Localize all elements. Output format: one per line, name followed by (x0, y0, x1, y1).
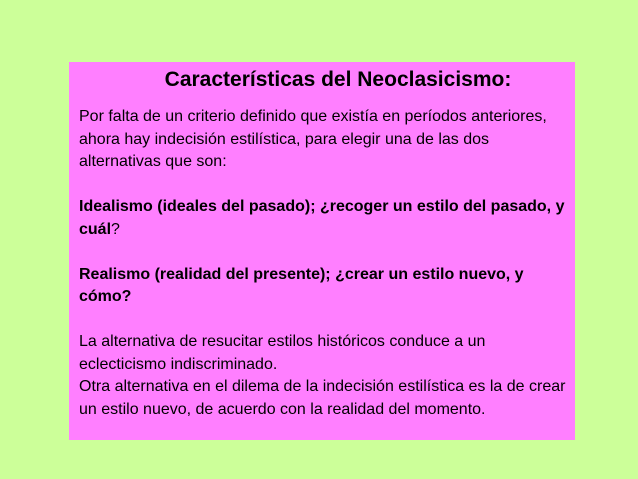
slide-title: Características del Neoclasicismo: (164, 68, 512, 91)
idealismo-paragraph (79, 196, 567, 241)
idealismo-text: Idealismo (ideales del pasado); ¿recoger un estilo del pasado, y cuál (79, 198, 565, 238)
spacer (79, 309, 567, 332)
realismo-paragraph: Realismo (realidad del presente); ¿crear un estilo nuevo, y cómo? (79, 265, 524, 305)
idealismo-question-mark: ? (111, 220, 120, 238)
spacer (79, 174, 567, 197)
spacer (79, 241, 567, 264)
conclusion-paragraph-2: Otra alternativa en el dilema de la indecisión estilística es la de crear un estilo nuevo, de acuerdo con la realidad del momento. (79, 378, 566, 418)
intro-paragraph: Por falta de un criterio definido que existía en períodos anteriores, ahora hay indecisión estilística, para elegir una de las dos alternativas que son: (79, 108, 547, 170)
conclusion-paragraph-1: La alternativa de resucitar estilos históricos conduce a un eclecticismo indiscriminado. (79, 333, 486, 373)
content-box (69, 62, 575, 440)
